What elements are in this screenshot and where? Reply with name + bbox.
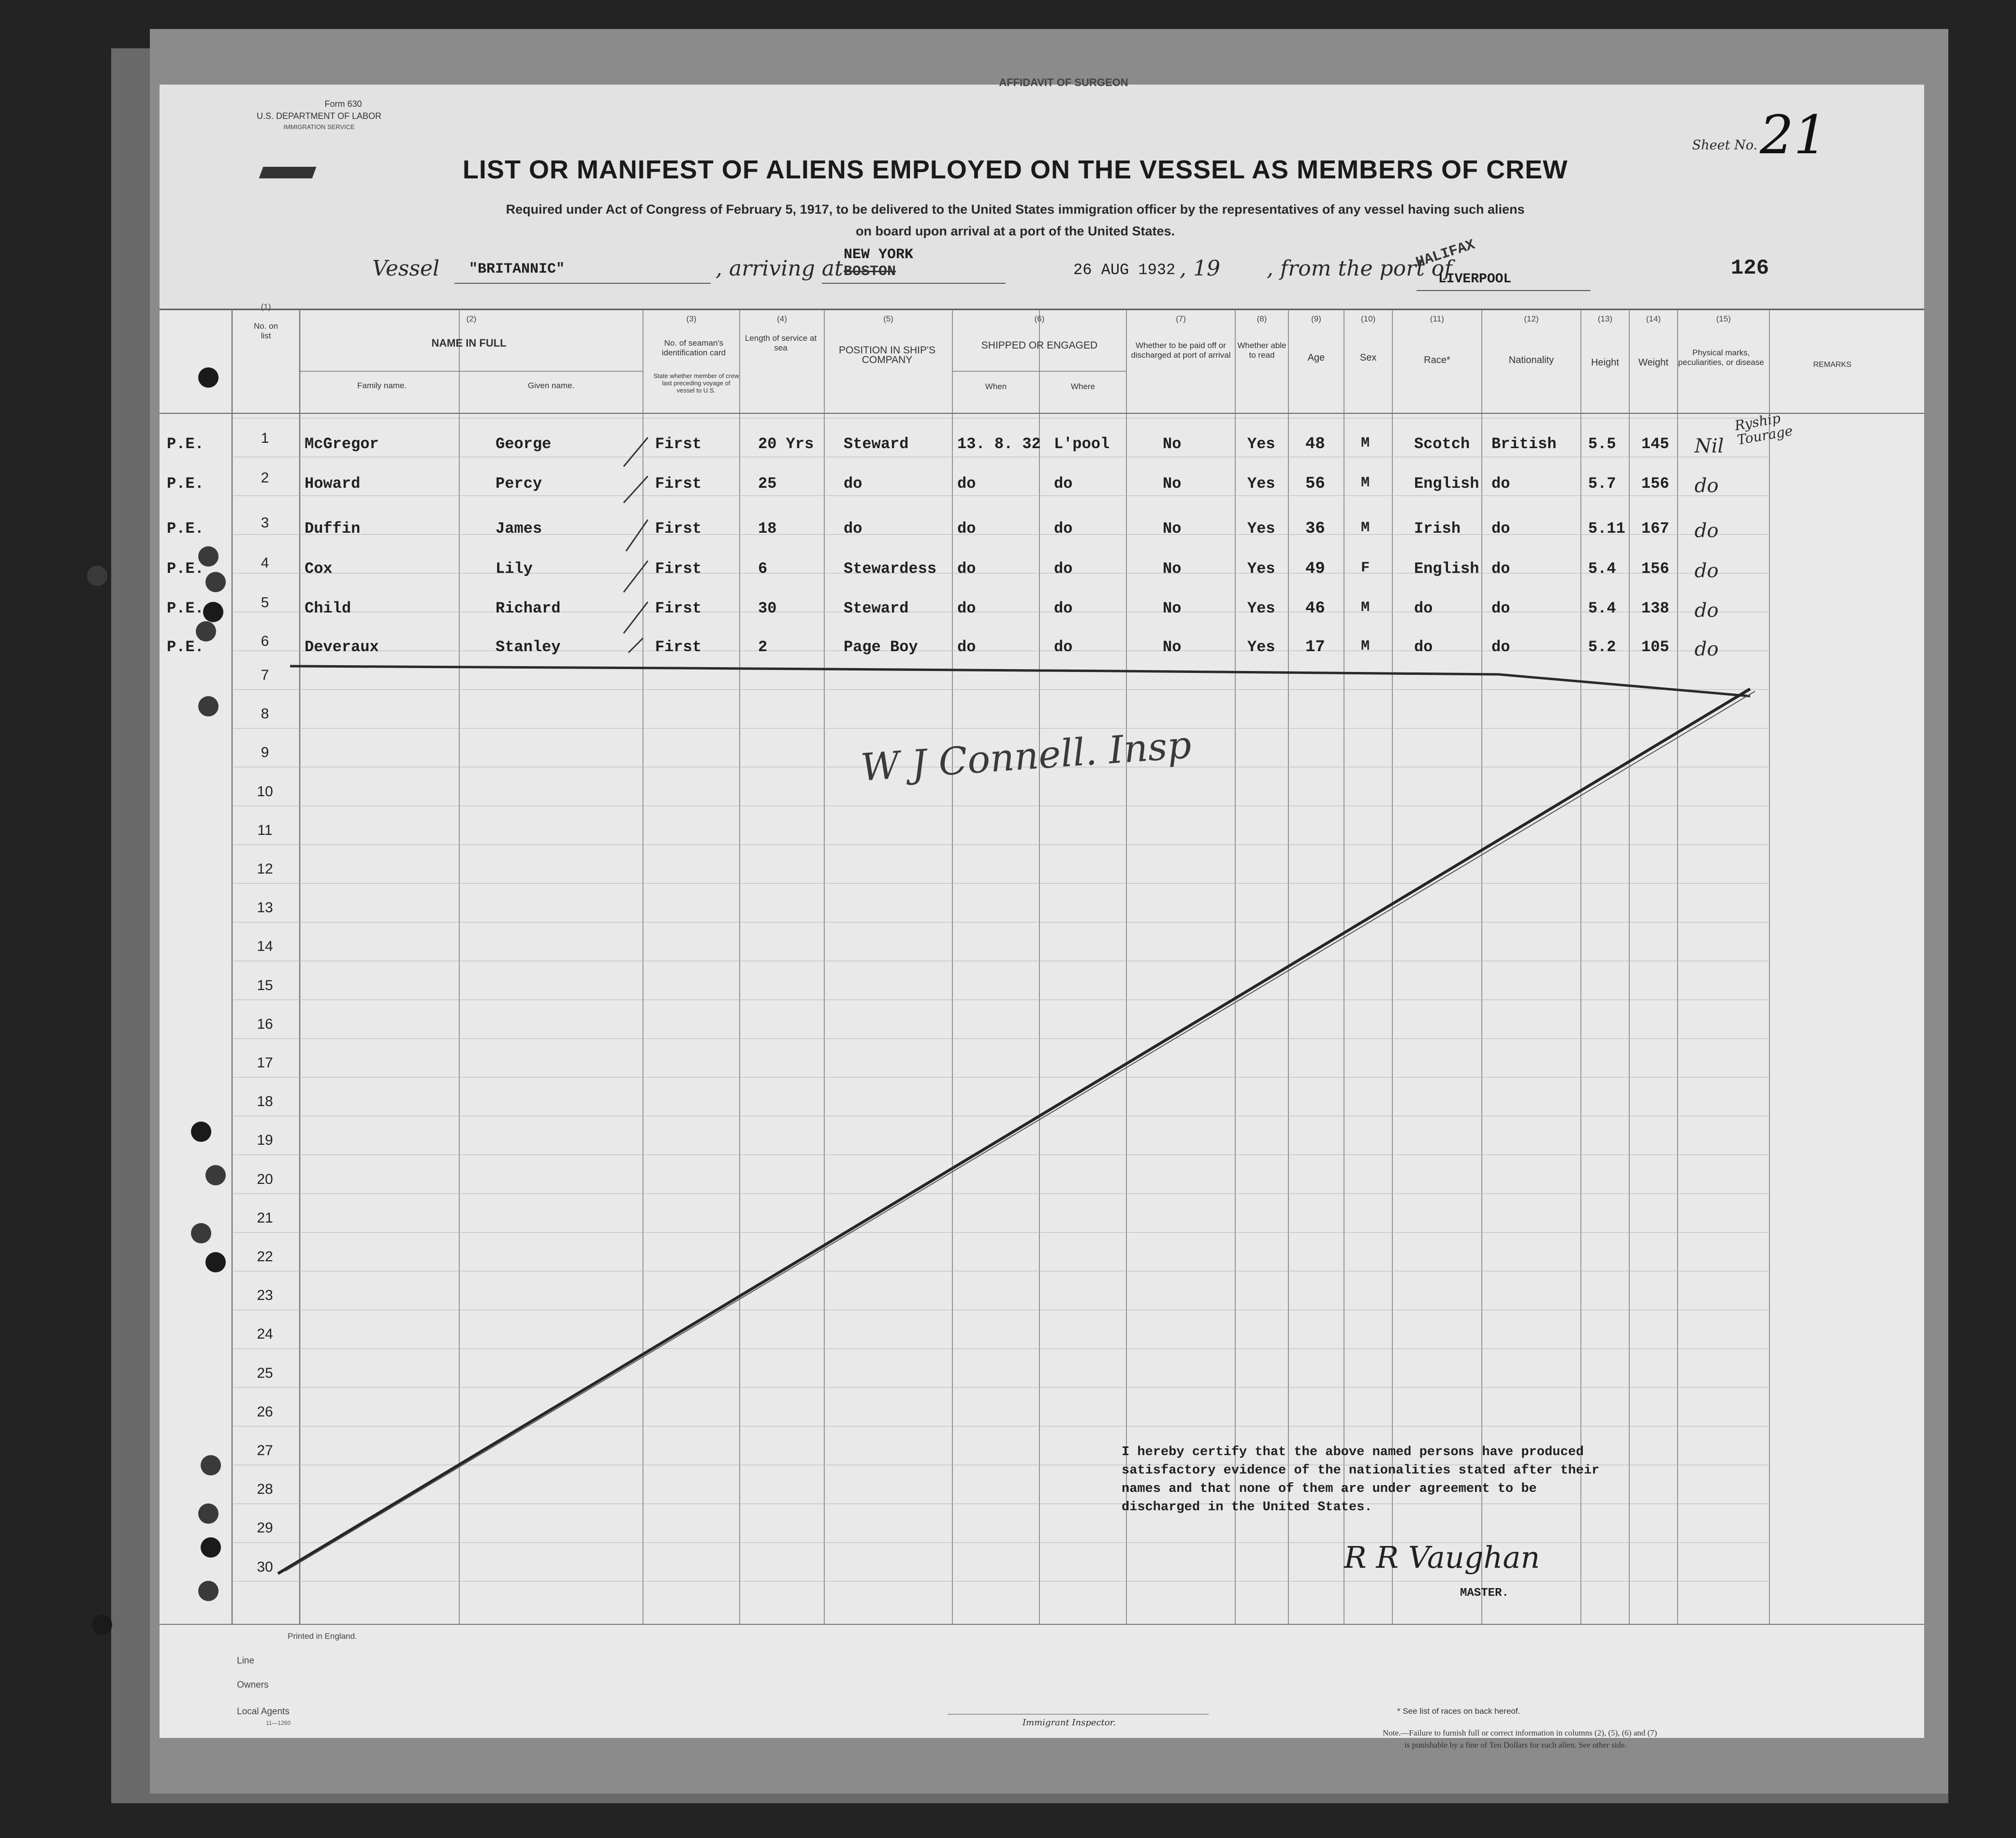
- column-number: (8): [1256, 314, 1267, 323]
- column-number: (12): [1524, 314, 1539, 323]
- col-able-read: Whether able to read: [1237, 341, 1286, 360]
- shipped-where: do: [1054, 560, 1073, 578]
- row-number: 6: [261, 633, 269, 649]
- able-to-read: Yes: [1247, 638, 1275, 656]
- id-card: First: [655, 599, 702, 617]
- sex: M: [1361, 520, 1370, 536]
- fine-note-line1: Note.—Failure to furnish full or correct information in columns (2), (5), (6) and (7): [1383, 1728, 1657, 1737]
- fine-note-line2: is punishable by a fine of Ten Dollars for each alien. See other side.: [1404, 1740, 1627, 1750]
- arrival-date: 26 AUG 1932: [1073, 261, 1176, 279]
- inspector-signature-line: [948, 1714, 1209, 1715]
- nationality: do: [1491, 599, 1510, 617]
- row-number: 5: [261, 595, 269, 611]
- empty-row-number: 30: [257, 1559, 273, 1575]
- col-where: Where: [1070, 382, 1096, 391]
- sex: M: [1361, 435, 1370, 452]
- empty-row-number: 18: [257, 1094, 273, 1110]
- cert-line2: satisfactory evidence of the nationalities stated after their: [1122, 1463, 1600, 1478]
- col-when: When: [985, 382, 1007, 391]
- shipped-when: do: [957, 520, 976, 538]
- given-name: James: [496, 520, 542, 538]
- empty-row-number: 21: [257, 1210, 273, 1226]
- diagonal-cancel-line: [278, 689, 1750, 1574]
- family-name: Cox: [305, 560, 333, 578]
- family-name: McGregor: [305, 435, 379, 453]
- length-service: 2: [758, 638, 768, 656]
- empty-row-number: 20: [257, 1171, 273, 1187]
- row-number: 4: [261, 555, 269, 571]
- row-stamp: P.E.: [167, 638, 204, 656]
- master-signature: R R Vaughan: [1344, 1540, 1540, 1575]
- cert-line4: discharged in the United States.: [1122, 1500, 1373, 1515]
- col-weight: Weight: [1638, 357, 1668, 368]
- footer-agents-code: 11—1260: [266, 1720, 291, 1726]
- sex: M: [1361, 475, 1370, 491]
- empty-row-number: 19: [257, 1132, 273, 1149]
- shipped-when: do: [957, 475, 976, 493]
- position: do: [844, 520, 862, 538]
- row-stamp: P.E.: [167, 520, 204, 538]
- column-number: (6): [1034, 314, 1045, 323]
- immigrant-inspector-label: Immigrant Inspector.: [1023, 1718, 1116, 1728]
- given-name: Lily: [496, 560, 533, 578]
- physical-marks: Nil: [1695, 435, 1724, 457]
- empty-row-number: 22: [257, 1249, 273, 1265]
- nationality: British: [1491, 435, 1557, 453]
- col-length-service: Length of service at sea: [745, 334, 817, 352]
- id-card: First: [655, 435, 702, 453]
- subtitle-line1: Required under Act of Congress of February 5, 1917, to be delivered to the United States immigration officer by the representatives of any vessel having such aliens: [506, 202, 1525, 217]
- age: 17: [1305, 638, 1325, 656]
- weight: 167: [1641, 520, 1669, 538]
- height: 5.2: [1588, 638, 1616, 656]
- empty-row-number: 10: [257, 783, 273, 800]
- id-card: First: [655, 475, 702, 493]
- physical-marks: do: [1695, 520, 1719, 542]
- footer-agents-label: Local Agents: [237, 1707, 290, 1717]
- sex: M: [1361, 599, 1370, 616]
- diagonal-cancel-line-shadow: [285, 691, 1755, 1571]
- empty-row-number: 14: [257, 938, 273, 955]
- column-number: (3): [686, 314, 697, 323]
- given-name: Stanley: [496, 638, 561, 656]
- col-sex: Sex: [1359, 352, 1377, 363]
- race: English: [1414, 560, 1479, 578]
- sheet-number: 21: [1760, 104, 1827, 166]
- weight: 105: [1641, 638, 1669, 656]
- col-remarks: REMARKS: [1813, 361, 1852, 369]
- race: do: [1414, 638, 1433, 656]
- shipped-when: do: [957, 599, 976, 617]
- sex: M: [1361, 638, 1370, 655]
- age: 36: [1305, 520, 1325, 538]
- shipped-where: L'pool: [1054, 435, 1110, 453]
- printed-in: Printed in England.: [288, 1632, 357, 1641]
- physical-marks: do: [1695, 638, 1719, 660]
- from-port-label: , from the port of: [1267, 256, 1452, 281]
- length-service: 6: [758, 560, 768, 578]
- from-port: LIVERPOOL: [1438, 272, 1512, 287]
- department-label: U.S. DEPARTMENT OF LABOR: [256, 111, 382, 121]
- form-number: Form 630: [324, 99, 362, 109]
- length-service: 25: [758, 475, 777, 493]
- column-number: (9): [1311, 314, 1321, 323]
- vessel-label: Vessel: [372, 256, 440, 281]
- position: Steward: [844, 435, 909, 453]
- length-service: 18: [758, 520, 777, 538]
- column-number: (11): [1430, 314, 1444, 323]
- id-card: First: [655, 560, 702, 578]
- empty-row-number: 7: [261, 667, 269, 683]
- subtitle-line2: on board upon arrival at a port of the United States.: [855, 224, 1175, 238]
- given-name: Richard: [496, 599, 561, 617]
- paid-off: No: [1163, 638, 1182, 656]
- family-name: Deveraux: [305, 638, 379, 656]
- col-given-name: Given name.: [527, 381, 575, 390]
- paid-off: No: [1163, 520, 1182, 538]
- cert-line3: names and that none of them are under agreement to be: [1122, 1482, 1537, 1496]
- length-service: 20 Yrs: [758, 435, 814, 453]
- weight: 156: [1641, 475, 1669, 493]
- sex: F: [1361, 560, 1370, 576]
- nationality: do: [1491, 520, 1510, 538]
- race: English: [1414, 475, 1479, 493]
- height: 5.4: [1588, 560, 1616, 578]
- col-paid-off: Whether to be paid off or discharged at port of arrival: [1131, 341, 1231, 360]
- empty-row-number: 25: [257, 1365, 273, 1381]
- shipped-when: do: [957, 638, 976, 656]
- age: 48: [1305, 435, 1325, 453]
- list-number: 126: [1731, 256, 1769, 280]
- col-shipped: SHIPPED OR ENGAGED: [981, 340, 1098, 351]
- paid-off: No: [1163, 599, 1182, 617]
- empty-row-number: 24: [257, 1326, 273, 1342]
- position: Page Boy: [844, 638, 918, 656]
- column-number: (15): [1716, 314, 1731, 323]
- nationality: do: [1491, 560, 1510, 578]
- certification-block: [1122, 1443, 1599, 1517]
- col-id-card: No. of seaman's identification card: [661, 338, 726, 357]
- able-to-read: Yes: [1247, 475, 1275, 493]
- shipped-where: do: [1054, 599, 1073, 617]
- shipped-where: do: [1054, 520, 1073, 538]
- shipped-where: do: [1054, 638, 1073, 656]
- empty-row-number: 27: [257, 1443, 273, 1459]
- shipped-where: do: [1054, 475, 1073, 493]
- age: 56: [1305, 475, 1325, 493]
- col-no-on-list: No. on list: [253, 321, 278, 340]
- weight: 156: [1641, 560, 1669, 578]
- race: do: [1414, 599, 1433, 617]
- affidavit-heading: AFFIDAVIT OF SURGEON: [999, 76, 1128, 88]
- column-number: (2): [466, 314, 477, 323]
- id-card: First: [655, 520, 702, 538]
- col-height: Height: [1591, 357, 1619, 368]
- empty-row-number: 12: [257, 861, 273, 877]
- row-stamp: P.E.: [167, 599, 204, 617]
- column-number: (10): [1360, 314, 1376, 323]
- family-name: Duffin: [305, 520, 361, 538]
- weight: 138: [1641, 599, 1669, 617]
- height: 5.11: [1588, 520, 1625, 538]
- end-of-list-line: [290, 666, 1750, 696]
- cert-line1: I hereby certify that the above named persons have produced: [1122, 1445, 1584, 1459]
- height: 5.7: [1588, 475, 1616, 493]
- col-name-in-full: NAME IN FULL: [431, 337, 507, 349]
- empty-row-number: 16: [257, 1016, 273, 1032]
- given-name: Percy: [496, 475, 542, 493]
- age: 49: [1305, 560, 1325, 578]
- races-note: * See list of races on back hereof.: [1397, 1707, 1520, 1716]
- column-number: (4): [777, 314, 787, 323]
- footer-owners-label: Owners: [237, 1680, 269, 1690]
- family-name: Howard: [305, 475, 361, 493]
- row-number: 1: [261, 430, 269, 446]
- able-to-read: Yes: [1247, 435, 1275, 453]
- empty-row-number: 13: [257, 900, 273, 916]
- arriving-port-struck: BOSTON: [844, 263, 896, 280]
- shipped-when: do: [957, 560, 976, 578]
- id-card: First: [655, 638, 702, 656]
- able-to-read: Yes: [1247, 560, 1275, 578]
- paid-off: No: [1163, 560, 1182, 578]
- col-physical: Physical marks, peculiarities, or disease: [1678, 348, 1764, 367]
- row-stamp: P.E.: [167, 475, 204, 493]
- service-label: IMMIGRATION SERVICE: [283, 123, 355, 131]
- inspector-signature: W J Connell. Insp: [859, 723, 1193, 790]
- column-number: (5): [883, 314, 893, 323]
- row-stamp: P.E.: [167, 560, 204, 578]
- row-number: 3: [261, 515, 269, 531]
- page-title: LIST OR MANIFEST OF ALIENS EMPLOYED ON THE VESSEL AS MEMBERS OF CREW: [462, 155, 1568, 184]
- physical-marks: do: [1695, 599, 1719, 622]
- able-to-read: Yes: [1247, 520, 1275, 538]
- column-number: (1): [261, 302, 271, 311]
- height: 5.4: [1588, 599, 1616, 617]
- arriving-label: , arriving at: [716, 256, 843, 281]
- empty-row-number: 15: [257, 977, 273, 993]
- master-label: MASTER.: [1460, 1587, 1509, 1600]
- empty-row-number: 17: [257, 1055, 273, 1071]
- paid-off: No: [1163, 475, 1182, 493]
- col-race: Race*: [1424, 355, 1450, 365]
- year-label: , 19: [1180, 256, 1220, 281]
- shipped-when: 13. 8. 32: [957, 435, 1041, 453]
- nationality: do: [1491, 475, 1510, 493]
- sheet-label: Sheet No.: [1692, 138, 1758, 153]
- nationality: do: [1491, 638, 1510, 656]
- vessel-name: "BRITANNIC": [469, 261, 565, 277]
- col-family-name: Family name.: [357, 381, 407, 390]
- paid-off: No: [1163, 435, 1182, 453]
- arriving-port: NEW YORK: [844, 247, 914, 263]
- empty-row-number: 28: [257, 1481, 273, 1498]
- empty-row-number: 23: [257, 1287, 273, 1304]
- position: do: [844, 475, 862, 493]
- empty-row-number: 26: [257, 1403, 273, 1420]
- race: Scotch: [1414, 435, 1470, 453]
- footer-line-label: Line: [237, 1656, 254, 1666]
- col-position: POSITION IN SHIP'S COMPANY: [838, 345, 936, 365]
- able-to-read: Yes: [1247, 599, 1275, 617]
- physical-marks: do: [1695, 475, 1719, 497]
- row-number: 2: [261, 470, 269, 486]
- height: 5.5: [1588, 435, 1616, 453]
- empty-row-number: 8: [261, 706, 269, 722]
- column-number: (7): [1176, 314, 1186, 323]
- weight: 145: [1641, 435, 1669, 453]
- col-age: Age: [1307, 352, 1325, 363]
- race: Irish: [1414, 520, 1461, 538]
- col-nationality: Nationality: [1508, 355, 1554, 365]
- remarks: Ryship Tourage: [1733, 410, 1794, 448]
- empty-row-number: 29: [257, 1520, 273, 1536]
- column-number: (13): [1597, 314, 1613, 323]
- position: Stewardess: [844, 560, 937, 578]
- age: 46: [1305, 599, 1325, 618]
- physical-marks: do: [1695, 560, 1719, 582]
- row-stamp: P.E.: [167, 435, 204, 453]
- from-port-struck: HALIFAX: [1414, 236, 1477, 272]
- length-service: 30: [758, 599, 777, 617]
- id-card-ticks: [624, 438, 648, 653]
- position: Steward: [844, 599, 909, 617]
- family-name: Child: [305, 599, 351, 617]
- empty-row-number: 9: [261, 744, 269, 761]
- given-name: George: [496, 435, 552, 453]
- empty-row-number: 11: [257, 822, 273, 838]
- col-id-card-note: State whether member of crew last preceding voyage of vessel to U.S.: [653, 372, 739, 394]
- column-number: (14): [1646, 314, 1661, 323]
